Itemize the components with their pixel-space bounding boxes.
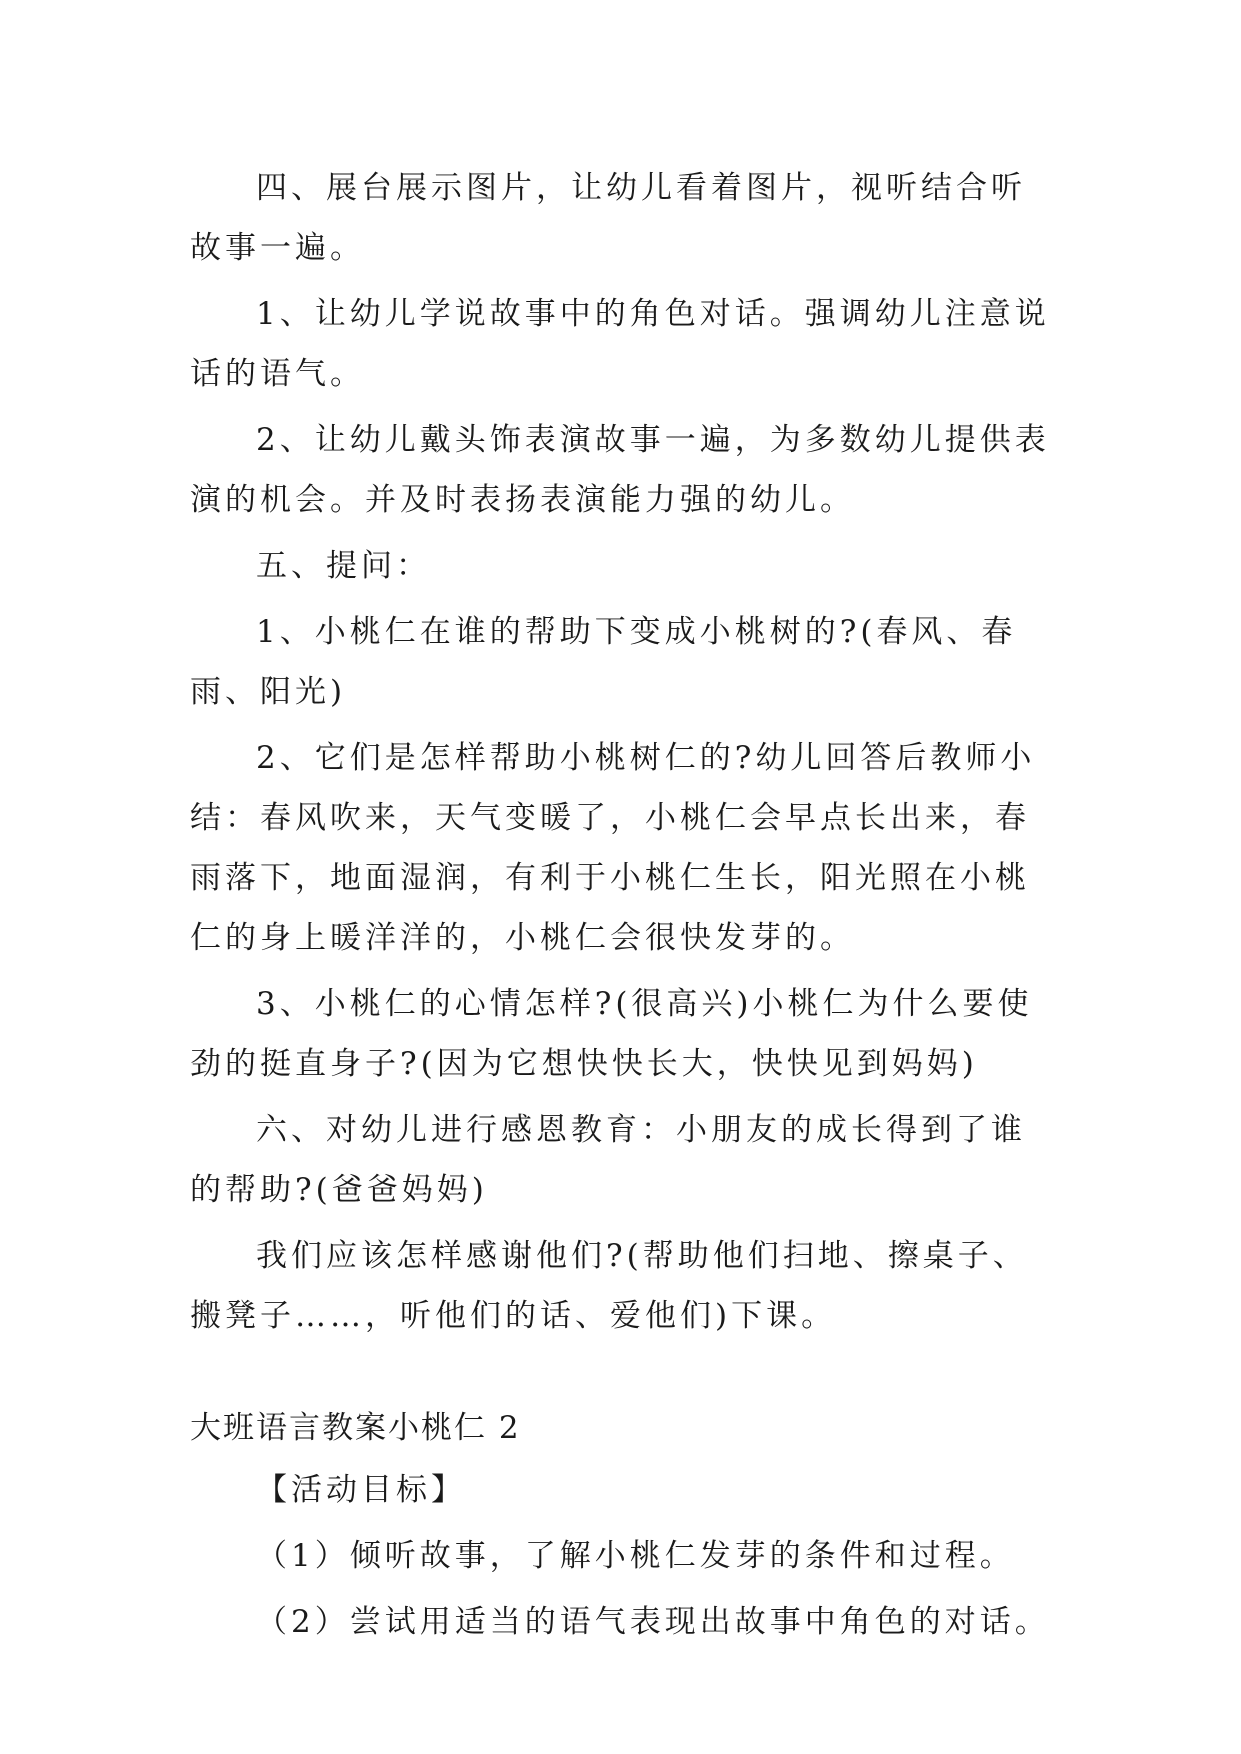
paragraph-question-two: 2、它们是怎样帮助小桃树仁的?幼儿回答后教师小结：春风吹来，天气变暖了，小桃仁会早点长出来，春雨落下，地面湿润，有利于小桃仁生长，阳光照在小桃仁的身上暖洋洋的，小桃仁会很快发芽的。 bbox=[190, 740, 1036, 956]
paragraph-headwear-performance: 2、让幼儿戴头饰表演故事一遍，为多数幼儿提供表演的机会。并及时表扬表演能力强的幼儿。 bbox=[190, 422, 1050, 518]
paragraph-step-five: 五、提问： bbox=[256, 548, 431, 584]
activity-goals-heading: 【活动目标】 bbox=[256, 1472, 466, 1508]
paragraph-step-four: 四、展台展示图片，让幼儿看着图片，视听结合听故事一遍。 bbox=[190, 170, 1026, 266]
section-title: 大班语言教案小桃仁 2 bbox=[190, 1410, 521, 1446]
document-body bbox=[190, 158, 1060, 1658]
paragraph-thanks-parents: 我们应该怎样感谢他们?(帮助他们扫地、擦桌子、搬凳子……，听他们的话、爱他们)下课。 bbox=[190, 1238, 1028, 1334]
activity-goal-one: （1）倾听故事，了解小桃仁发芽的条件和过程。 bbox=[256, 1538, 1015, 1574]
activity-goal-two: （2）尝试用适当的语气表现出故事中角色的对话。 bbox=[256, 1604, 1050, 1640]
paragraph-step-six: 六、对幼儿进行感恩教育：小朋友的成长得到了谁的帮助?(爸爸妈妈) bbox=[190, 1112, 1026, 1208]
paragraph-dialogue-practice: 1、让幼儿学说故事中的角色对话。强调幼儿注意说话的语气。 bbox=[190, 296, 1050, 392]
paragraph-question-one: 1、小桃仁在谁的帮助下变成小桃树的?(春风、春雨、阳光) bbox=[190, 614, 1017, 710]
paragraph-question-three: 3、小桃仁的心情怎样?(很高兴)小桃仁为什么要使劲的挺直身子?(因为它想快快长大，快快见到妈妈) bbox=[190, 986, 1033, 1082]
